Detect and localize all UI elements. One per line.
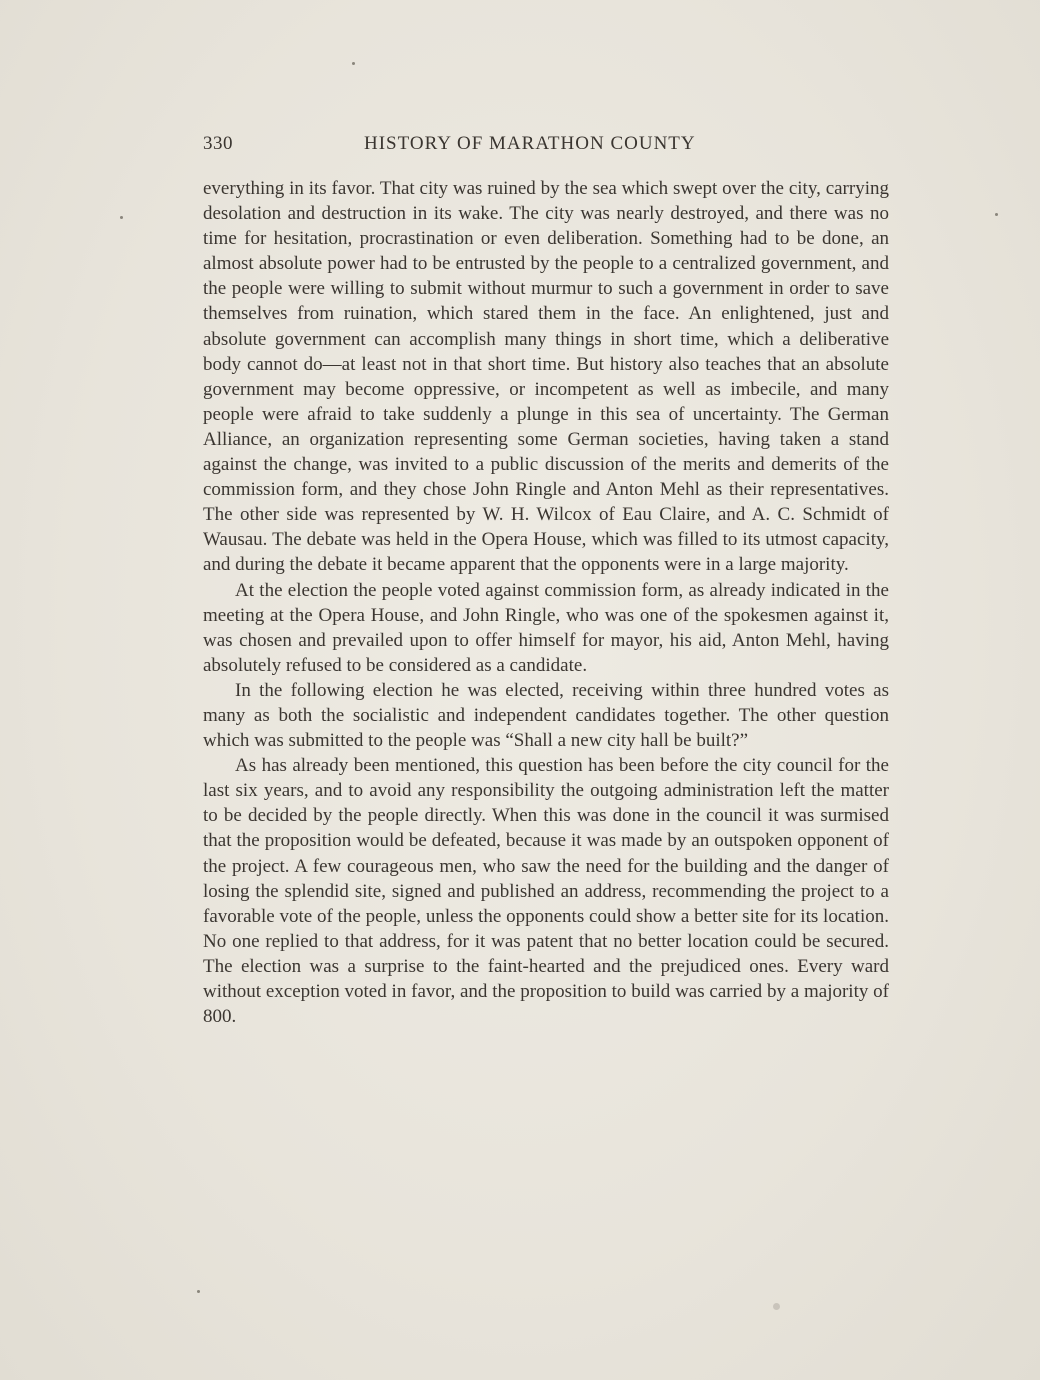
paper-speck bbox=[995, 213, 998, 216]
paper-speck bbox=[197, 1290, 200, 1293]
page-number: 330 bbox=[203, 133, 233, 154]
page-header bbox=[203, 133, 733, 161]
body-text bbox=[203, 176, 889, 1029]
paper-speck bbox=[352, 62, 355, 65]
paragraph: everything in its favor. That city was ruined by the sea which swept over the city, carrying desolation and destruction in its wake. The city was nearly destroyed, and there was no time for hesitation, procrastination or even deliberation. Something had to be done, an almost absolute power had to be entrusted by the people to a centralized government, and the people were willing to submit without murmur to such a government in order to save themselves from ruination, which stared them in the face. An enlightened, just and absolute government can accomplish many things in short time, which a deliberative body cannot do—at least not in that short time. But history also teaches that an absolute government may become oppressive, or incompetent as well as imbecile, and many people were afraid to take suddenly a plunge in this sea of uncertainty. The German Alliance, an organization representing some German societies, having taken a stand against the change, was invited to a public discussion of the merits and demerits of the commission form, and they chose John Ringle and Anton Mehl as their representatives. The other side was represented by W. H. Wilcox of Eau Claire, and A. C. Schmidt of Wausau. The debate was held in the Opera House, which was filled to its utmost capacity, and during the debate it became apparent that the opponents were in a large majority. bbox=[203, 178, 889, 576]
paper-speck bbox=[120, 216, 123, 219]
paper-speck bbox=[773, 1303, 780, 1310]
paragraph: As has already been mentioned, this question has been before the city council for the last six years, and to avoid any responsibility the outgoing administration left the matter to be decided by the people directly. When this was done in the council it was surmised that the proposition would be defeated, because it was made by an outspoken opponent of the project. A few courageous men, who saw the need for the building and the danger of losing the splendid site, signed and published an address, recommending the project to a favorable vote of the people, unless the opponents could show a better site for its location. No one replied to that address, for it was patent that no better location could be secured. The election was a surprise to the faint-hearted and the prejudiced ones. Every ward without exception voted in favor, and the proposition to build was carried by a majority of 800. bbox=[203, 755, 889, 1028]
paragraph: In the following election he was elected, receiving within three hundred votes as many as both the socialistic and independent candidates together. The other question which was submitted to the people was “Shall a new city hall be built?” bbox=[203, 679, 889, 752]
running-title: HISTORY OF MARATHON COUNTY bbox=[364, 133, 696, 154]
paragraph: At the election the people voted against commission form, as already indicated in the meeting at the Opera House, and John Ringle, who was one of the spokesmen against it, was chosen and prevailed upon to offer himself for mayor, his aid, Anton Mehl, having absolutely refused to be considered as a candidate. bbox=[203, 579, 889, 676]
